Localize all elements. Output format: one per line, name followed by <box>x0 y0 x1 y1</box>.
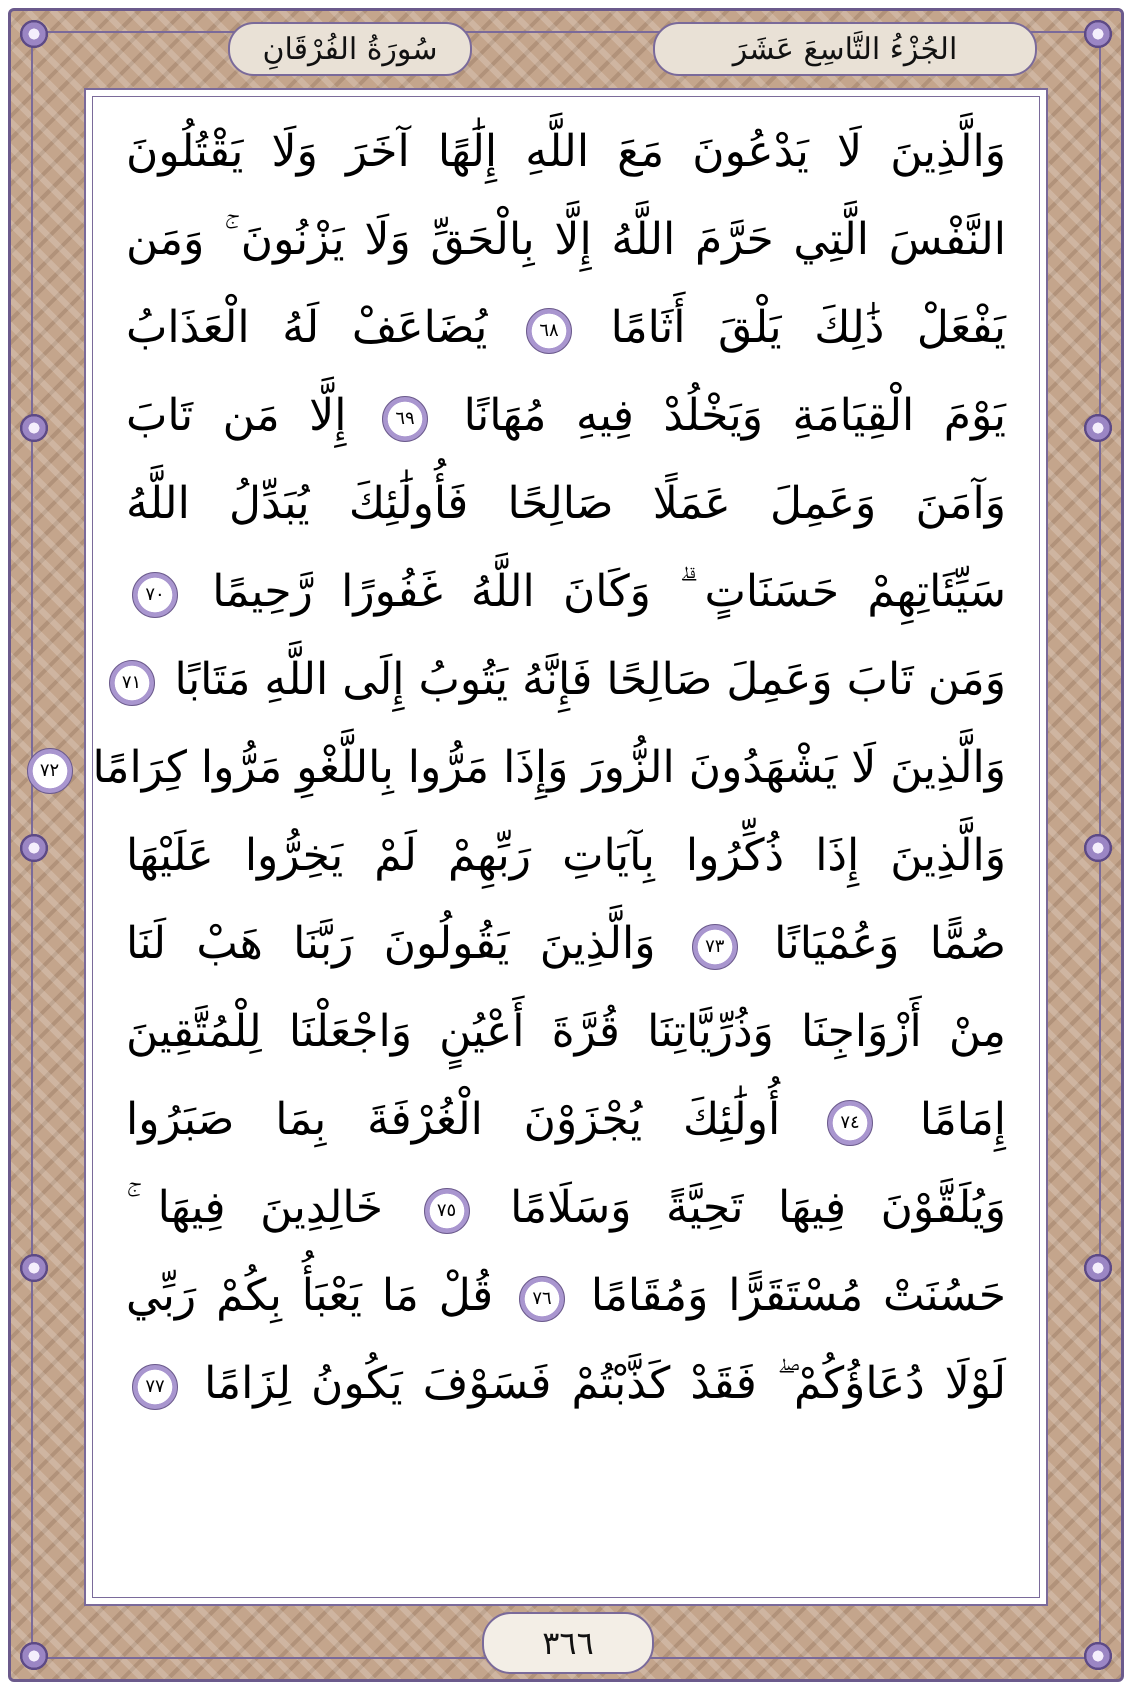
ayah-number-marker: ٦٩ <box>382 396 428 442</box>
verse-line <box>126 1076 1006 1164</box>
verse-text: يَفْعَلْ ذَٰلِكَ يَلْقَ أَثَامًا <box>610 302 1006 353</box>
verse-line <box>126 460 1006 548</box>
verse-line <box>39 724 1006 812</box>
verse-line <box>126 1340 1006 1428</box>
ayah-number-marker: ٧٢ <box>27 748 73 794</box>
verse-text: خَالِدِينَ فِيهَا ۚ <box>126 1182 383 1233</box>
verse-text: صُمًّا وَعُمْيَانًا <box>774 918 1006 969</box>
ayah-number-marker: ٧٥ <box>424 1188 470 1234</box>
border-rosette-icon <box>17 411 51 445</box>
verse-text: وَالَّذِينَ لَا يَدْعُونَ مَعَ اللَّهِ إِلَٰهًا آخَرَ وَلَا يَقْتُلُونَ <box>126 126 1006 177</box>
ayah-number-marker: ٧٠ <box>132 572 178 618</box>
border-rosette-icon <box>17 1251 51 1285</box>
page-header <box>58 14 1074 84</box>
ayah-number-marker: ٧٦ <box>519 1276 565 1322</box>
border-rosette-icon <box>1081 1251 1115 1285</box>
corner-rosette-icon <box>17 1639 51 1673</box>
verse-text: وَآمَنَ وَعَمِلَ عَمَلًا صَالِحًا فَأُولَٰئِكَ يُبَدِّلُ اللَّهُ <box>126 478 1006 529</box>
verse-line <box>126 812 1006 900</box>
verse-line <box>126 196 1006 284</box>
verse-text: وَالَّذِينَ إِذَا ذُكِّرُوا بِآيَاتِ رَبِّهِمْ لَمْ يَخِرُّوا عَلَيْهَا <box>126 830 1006 881</box>
ayah-number-marker: ٧٤ <box>827 1100 873 1146</box>
verse-text: وَمَن تَابَ وَعَمِلَ صَالِحًا فَإِنَّهُ يَتُوبُ إِلَى اللَّهِ مَتَابًا <box>174 654 1006 705</box>
verse-line <box>126 108 1006 196</box>
verse-text: النَّفْسَ الَّتِي حَرَّمَ اللَّهُ إِلَّا بِالْحَقِّ وَلَا يَزْنُونَ ۚ وَمَن <box>126 214 1006 265</box>
verse-text: إِمَامًا <box>919 1094 1006 1145</box>
verse-line <box>126 1164 1006 1252</box>
verse-line <box>126 900 1006 988</box>
ayah-number-marker: ٦٨ <box>526 308 572 354</box>
border-rosette-icon <box>1081 831 1115 865</box>
border-rosette-icon <box>17 831 51 865</box>
page-number: ٣٦٦ <box>482 1612 654 1674</box>
verse-text: يُضَاعَفْ لَهُ الْعَذَابُ <box>126 302 488 353</box>
verse-text: لَوْلَا دُعَاؤُكُمْ ۖ فَقَدْ كَذَّبْتُمْ فَسَوْفَ يَكُونُ لِزَامًا <box>204 1358 1006 1409</box>
corner-rosette-icon <box>1081 17 1115 51</box>
verse-text: أُولَٰئِكَ يُجْزَوْنَ الْغُرْفَةَ بِمَا صَبَرُوا <box>126 1094 781 1145</box>
ayah-number-marker: ٧١ <box>109 660 155 706</box>
ayah-number-marker: ٧٧ <box>132 1364 178 1410</box>
verse-line <box>126 548 1006 636</box>
ayah-number-marker: ٧٣ <box>692 924 738 970</box>
verse-lines <box>39 108 1006 1428</box>
corner-rosette-icon <box>17 17 51 51</box>
verse-line <box>126 372 1006 460</box>
text-panel <box>39 88 1048 1606</box>
verse-line <box>126 1252 1006 1340</box>
verse-text: وَالَّذِينَ يَقُولُونَ رَبَّنَا هَبْ لَنَا <box>126 918 656 969</box>
verse-text: مِنْ أَزْوَاجِنَا وَذُرِّيَّاتِنَا قُرَّةَ أَعْيُنٍ وَاجْعَلْنَا لِلْمُتَّقِينَ <box>126 1006 1006 1057</box>
verse-text: إِلَّا مَن تَابَ <box>126 390 347 441</box>
verse-text: سَيِّئَاتِهِمْ حَسَنَاتٍ ۗ وَكَانَ اللَّهُ غَفُورًا رَّحِيمًا <box>212 566 1006 617</box>
verse-line <box>126 284 1006 372</box>
verse-line <box>126 988 1006 1076</box>
surah-title: سُورَةُ الفُرْقَانِ <box>228 22 472 76</box>
verse-text: يَوْمَ الْقِيَامَةِ وَيَخْلُدْ فِيهِ مُهَانًا <box>463 390 1006 441</box>
verse-text: قُلْ مَا يَعْبَأُ بِكُمْ رَبِّي <box>126 1270 494 1321</box>
corner-rosette-icon <box>1081 1639 1115 1673</box>
border-rosette-icon <box>1081 411 1115 445</box>
verse-text: حَسُنَتْ مُسْتَقَرًّا وَمُقَامًا <box>590 1270 1006 1321</box>
juz-title: الجُزْءُ التَّاسِعَ عَشَرَ <box>653 22 1037 76</box>
verse-text: وَالَّذِينَ لَا يَشْهَدُونَ الزُّورَ وَإِذَا مَرُّوا بِاللَّغْوِ مَرُّوا كِرَامًا <box>92 742 1006 793</box>
verse-line <box>121 636 1006 724</box>
verse-text: وَيُلَقَّوْنَ فِيهَا تَحِيَّةً وَسَلَامًا <box>510 1182 1006 1233</box>
